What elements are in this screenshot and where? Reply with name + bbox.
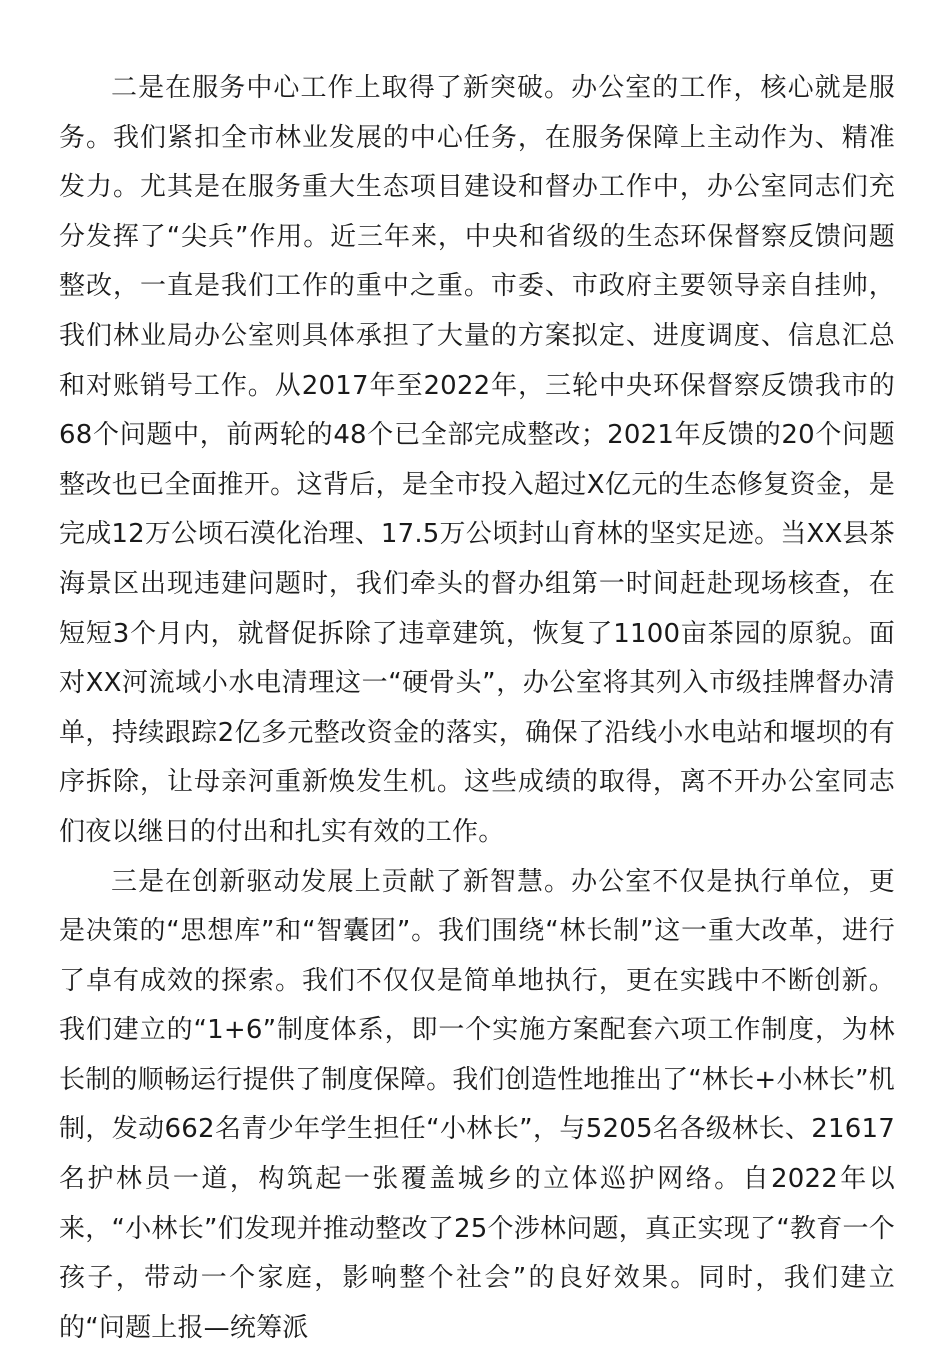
paragraph-innovation-contribution: 三是在创新驱动发展上贡献了新智慧。办公室不仅是执行单位，更是决策的“思想库”和“智囊团”。我们围绕“林长制”这一重大改革，进行了卓有成效的探索。我们不仅仅是简单地执行，更在实践中不断创新。我们建立的“1+6”制度体系，即一个实施方案配套六项工作制度，为林长制的顺畅运行提供了制度保障。我们创造性地推出了“林长+小林长”机制，发动662名青少年学生担任“小林长”，与5205名各级林长、21617名护林员一道，构筑起一张覆盖城乡的立体巡护网络。自2022年以来，“小林长”们发现并推动整改了25个涉林问题，真正实现了“教育一个孩子，带动一个家庭，影响整个社会”的良好效果。同时，我们建立的“问题上报—统筹派	[59, 858, 895, 1353]
paragraph-service-breakthrough: 二是在服务中心工作上取得了新突破。办公室的工作，核心就是服务。我们紧扣全市林业发展的中心任务，在服务保障上主动作为、精准发力。尤其是在服务重大生态项目建设和督办工作中，办公室同志们充分发挥了“尖兵”作用。近三年来，中央和省级的生态环保督察反馈问题整改，一直是我们工作的重中之重。市委、市政府主要领导亲自挂帅，我们林业局办公室则具体承担了大量的方案拟定、进度调度、信息汇总和对账销号工作。从2017年至2022年，三轮中央环保督察反馈我市的68个问题中，前两轮的48个已全部完成整改；2021年反馈的20个问题整改也已全面推开。这背后，是全市投入超过X亿元的生态修复资金，是完成12万公顷石漠化治理、17.5万公顷封山育林的坚实足迹。当XX县茶海景区出现违建问题时，我们牵头的督办组第一时间赶赴现场核查，在短短3个月内，就督促拆除了违章建筑，恢复了1100亩茶园的原貌。面对XX河流域小水电清理这一“硬骨头”，办公室将其列入市级挂牌督办清单，持续跟踪2亿多元整改资金的落实，确保了沿线小水电站和堰坝的有序拆除，让母亲河重新焕发生机。这些成绩的取得，离不开办公室同志们夜以继日的付出和扎实有效的工作。	[59, 64, 895, 858]
document-page	[59, 64, 895, 1353]
